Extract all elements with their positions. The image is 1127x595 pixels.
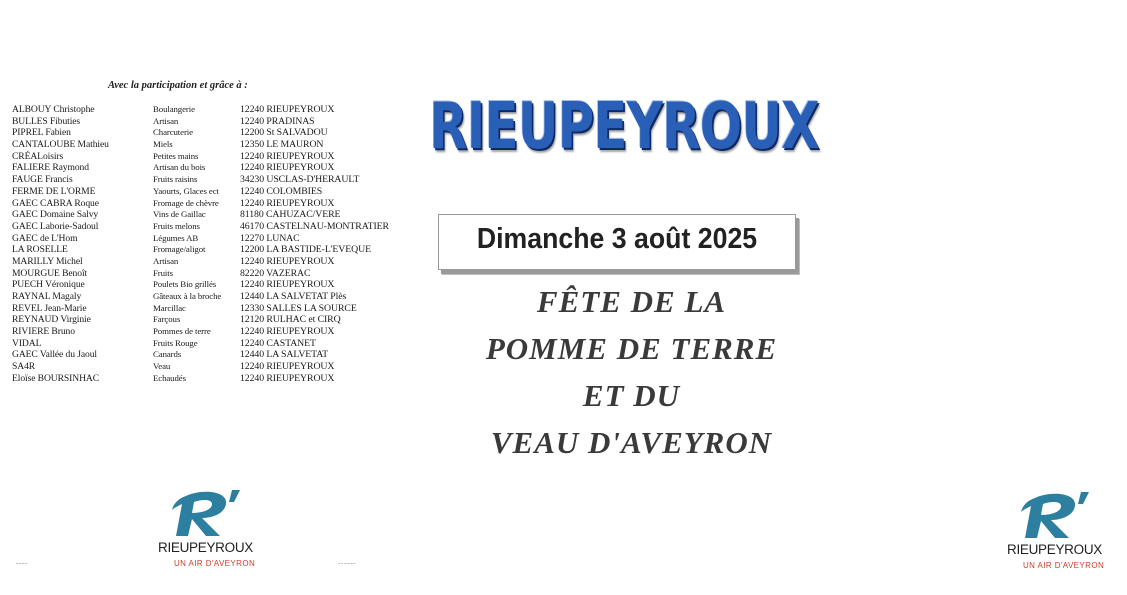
vendor-product: Farçous <box>153 314 181 325</box>
vendor-town: 81180 CAHUZAC/VERE <box>240 209 341 221</box>
vendor-row <box>12 338 412 350</box>
vendor-product: Petites mains <box>153 150 199 161</box>
vendor-product: Artisan du bois <box>153 162 206 173</box>
vendor-row <box>12 186 412 198</box>
vendor-row <box>12 198 412 210</box>
vendor-row <box>12 373 412 385</box>
r-logo-icon <box>1017 490 1097 542</box>
participation-heading: Avec la participation et grâce à : <box>108 80 248 91</box>
vendor-town: 12270 LUNAC <box>240 232 300 244</box>
vendor-name: REVEL Jean-Marie <box>12 302 87 314</box>
vendor-town: 12200 St SALVADOU <box>240 127 328 139</box>
vendor-row <box>12 116 412 128</box>
vendor-product: Artisan <box>153 115 179 126</box>
vendor-town: 46170 CASTELNAU-MONTRATIER <box>240 220 389 232</box>
vendor-town: 12330 SALLES LA SOURCE <box>240 302 357 314</box>
logo-tagline: UN AIR D'AVEYRON <box>1023 561 1105 570</box>
vendor-town: 12240 RIEUPEYROUX <box>240 150 335 162</box>
vendor-town: 34230 USCLAS-D'HERAULT <box>240 174 360 186</box>
rieupeyroux-logo-right <box>997 490 1127 580</box>
vendor-name: GAEC CABRA Roque <box>12 197 99 209</box>
vendor-list <box>12 104 412 385</box>
right-panel <box>421 0 1105 595</box>
vendor-product: Fruits <box>153 267 173 278</box>
vendor-row <box>12 174 412 186</box>
logo-wordmark: RIEUPEYROUX <box>158 540 253 555</box>
vendor-name: ALBOUY Christophe <box>12 104 95 115</box>
vendor-row <box>12 268 412 280</box>
vendor-name: RIVIERE Bruno <box>12 326 75 338</box>
logo-wordmark: RIEUPEYROUX <box>1007 542 1102 557</box>
fete-line-1: FÊTE DE LA <box>536 284 727 319</box>
vendor-product: Canards <box>153 349 182 360</box>
vendor-product: Echaudés <box>153 372 186 383</box>
fete-line-4: VEAU D'AVEYRON <box>490 425 773 460</box>
vendor-row <box>12 361 412 373</box>
vendor-name: GAEC Domaine Salvy <box>12 209 99 221</box>
vendor-product: Poulets Bio grillés <box>153 279 217 290</box>
vendor-name: MARILLY Michel <box>12 255 83 267</box>
vendor-name: VIDAL <box>12 337 42 349</box>
vendor-town: 12240 RIEUPEYROUX <box>240 104 335 115</box>
rieupeyroux-logo-left <box>148 488 278 578</box>
vendor-town: 12240 RIEUPEYROUX <box>240 372 335 384</box>
vendor-product: Vins de Gaillac <box>153 209 206 220</box>
fete-line-2: POMME DE TERRE <box>485 331 778 366</box>
vendor-name: FERME DE L'ORME <box>12 185 96 197</box>
vendor-town: 12440 LA SALVETAT <box>240 349 329 361</box>
vendor-product: Fruits melons <box>153 220 200 231</box>
left-panel <box>0 0 421 595</box>
vendor-name: RAYNAL Magaly <box>12 291 82 302</box>
vendor-town: 12240 RIEUPEYROUX <box>240 361 335 373</box>
vendor-name: Eloïse BOURSINHAC <box>12 372 100 384</box>
vendor-town: 12240 COLOMBIES <box>240 185 323 197</box>
vendor-town: 12240 RIEUPEYROUX <box>240 255 335 267</box>
vendor-town: 12240 RIEUPEYROUX <box>240 162 335 174</box>
vendor-product: Charcuterie <box>153 127 193 138</box>
vendor-product: Fruits raisins <box>153 174 198 185</box>
vendor-product: Fromage/aligot <box>153 244 206 255</box>
vendor-product: Marcillac <box>153 302 186 313</box>
vendor-name: FAUGE Francis <box>12 174 73 186</box>
vendor-row <box>12 303 412 315</box>
vendor-name: CANTALOUBE Mathieu <box>12 139 109 151</box>
vendor-row <box>12 162 412 174</box>
vendor-row <box>12 127 412 139</box>
vendor-row <box>12 233 412 245</box>
vendor-product: Yaourts, Glaces ect <box>153 185 219 196</box>
vendor-name: GAEC Laborie-Sadoul <box>12 220 99 232</box>
vendor-name: PIPREL Fabien <box>12 127 71 139</box>
logo-tagline: UN AIR D'AVEYRON <box>174 559 256 568</box>
vendor-row <box>12 349 412 361</box>
fete-line-3: ET DU <box>582 378 681 413</box>
date-box <box>438 214 796 270</box>
vendor-town: 82220 VAZERAC <box>240 267 311 279</box>
vendor-product: Fromage de chèvre <box>153 197 219 208</box>
town-title: RIEUPEYROUX <box>429 90 819 164</box>
vendor-product: Miels <box>153 139 173 150</box>
vendor-row <box>12 151 412 163</box>
r-logo-icon <box>168 488 248 540</box>
vendor-product: Légumes AB <box>153 232 199 243</box>
vendor-product: Boulangerie <box>153 104 195 114</box>
vendor-product: Veau <box>153 361 171 372</box>
vendor-product: Gâteaux à la broche <box>153 291 222 301</box>
vendor-name: GAEC de L'Hom <box>12 232 78 244</box>
vendor-row <box>12 221 412 233</box>
vendor-row <box>12 291 412 303</box>
vendor-town: 12240 RIEUPEYROUX <box>240 326 335 338</box>
event-date: Dimanche 3 août 2025 <box>476 223 758 255</box>
vendor-name: REYNAUD Virginie <box>12 314 91 326</box>
vendor-town: 12350 LE MAURON <box>240 139 324 151</box>
vendor-name: LA ROSELLE <box>12 244 68 256</box>
vendor-row <box>12 139 412 151</box>
vendor-row <box>12 256 412 268</box>
vendor-row <box>12 326 412 338</box>
vendor-row <box>12 279 412 291</box>
vendor-town: 12120 RULHAC et CIRQ <box>240 314 341 326</box>
tiny-print-left: ⎯ ⎯ ⎯ ⎯ <box>16 561 28 566</box>
vendor-product: Fruits Rouge <box>153 337 198 348</box>
vendor-row <box>12 209 412 221</box>
vendor-name: GAEC Vallée du Jaoul <box>12 349 97 361</box>
vendor-product: Artisan <box>153 255 179 266</box>
vendor-name: FALIERE Raymond <box>12 162 89 174</box>
vendor-name: MOURGUE Benoît <box>12 267 88 279</box>
vendor-name: PUECH Véronique <box>12 279 85 291</box>
vendor-name: SA4R <box>12 361 36 373</box>
vendor-row <box>12 314 412 326</box>
vendor-row <box>12 104 412 116</box>
tiny-print-right: ⎯ ⎯ ⎯ ⎯ ⎯ ⎯ <box>338 561 356 566</box>
vendor-product: Pommes de terre <box>153 326 211 337</box>
vendor-town: 12240 RIEUPEYROUX <box>240 279 335 291</box>
vendor-town: 12200 LA BASTIDE-L'EVEQUE <box>240 244 371 256</box>
vendor-row <box>12 244 412 256</box>
vendor-name: CRÉALoisirs <box>12 150 64 162</box>
vendor-town: 12440 LA SALVETAT Plès <box>240 291 347 302</box>
vendor-town: 12240 RIEUPEYROUX <box>240 197 335 209</box>
vendor-town: 12240 CASTANET <box>240 337 316 349</box>
vendor-town: 12240 PRADINAS <box>240 115 315 127</box>
vendor-name: BULLES Fibuties <box>12 115 81 127</box>
